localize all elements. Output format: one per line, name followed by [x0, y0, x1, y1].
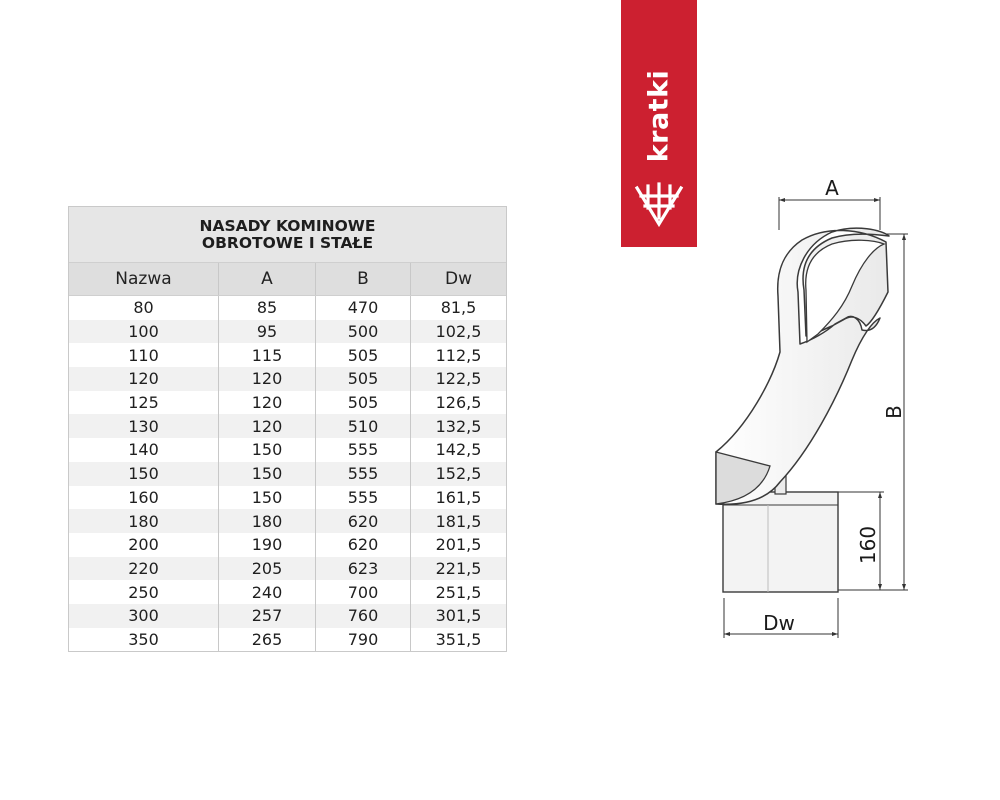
cell-a: 150: [219, 486, 316, 510]
dimension-a-label: A: [825, 176, 839, 200]
cell-dw: 132,5: [435, 416, 482, 436]
dimension-160-label: 160: [856, 525, 880, 565]
cell-b: 555: [316, 486, 411, 510]
cell-b: 555: [316, 438, 411, 462]
cell-a: 190: [219, 533, 316, 557]
cell-a: 120: [219, 414, 316, 438]
column-header-dw: Dw: [445, 269, 472, 289]
cell-b: 760: [316, 604, 411, 628]
cell-nazwa: 200: [69, 533, 219, 557]
column-header-a: A: [219, 263, 316, 295]
cell-nazwa: 220: [69, 557, 219, 581]
cell-nazwa: 180: [69, 509, 219, 533]
cell-a: 240: [219, 580, 316, 604]
cell-nazwa: 160: [69, 486, 219, 510]
cell-b: 505: [316, 391, 411, 415]
cell-a: 180: [219, 509, 316, 533]
cell-dw: 81,5: [440, 298, 477, 318]
cell-b: 623: [316, 557, 411, 581]
column-header-b: B: [316, 263, 411, 295]
table-title-line2: OBROTOWE I STAŁE: [201, 233, 374, 252]
cell-nazwa: 120: [69, 367, 219, 391]
cell-b: 620: [316, 509, 411, 533]
cell-nazwa: 350: [69, 628, 219, 652]
cell-b: 620: [316, 533, 411, 557]
cell-nazwa: 150: [69, 462, 219, 486]
table-title-line1: NASADY KOMINOWE: [199, 216, 376, 235]
cell-b: 505: [316, 367, 411, 391]
cell-dw: 201,5: [435, 535, 482, 555]
cell-a: 120: [219, 367, 316, 391]
column-header-nazwa: Nazwa: [69, 263, 219, 295]
cell-a: 95: [219, 320, 316, 344]
cell-dw: 102,5: [435, 322, 482, 342]
dimension-b-label: B: [882, 405, 906, 419]
cell-dw: 181,5: [435, 511, 482, 531]
cell-a: 205: [219, 557, 316, 581]
cell-nazwa: 130: [69, 414, 219, 438]
cell-nazwa: 140: [69, 438, 219, 462]
cell-nazwa: 110: [69, 343, 219, 367]
cell-nazwa: 300: [69, 604, 219, 628]
cell-b: 505: [316, 343, 411, 367]
cell-a: 85: [219, 296, 316, 320]
cell-dw: 142,5: [435, 440, 482, 460]
cell-dw: 161,5: [435, 487, 482, 507]
cell-nazwa: 250: [69, 580, 219, 604]
cell-nazwa: 125: [69, 391, 219, 415]
cell-dw: 301,5: [435, 606, 482, 626]
cell-b: 790: [316, 628, 411, 652]
cell-nazwa: 100: [69, 320, 219, 344]
brand-name: kratki: [643, 69, 675, 163]
cell-dw: 112,5: [435, 345, 482, 365]
cell-nazwa: 80: [69, 296, 219, 320]
cell-a: 150: [219, 462, 316, 486]
cell-a: 265: [219, 628, 316, 652]
cell-dw: 122,5: [435, 369, 482, 389]
dimension-dw-label: Dw: [763, 611, 795, 635]
cell-b: 470: [316, 296, 411, 320]
pipe-base: [723, 492, 838, 592]
cell-b: 510: [316, 414, 411, 438]
cell-b: 555: [316, 462, 411, 486]
cell-b: 500: [316, 320, 411, 344]
cell-a: 257: [219, 604, 316, 628]
cell-dw: 152,5: [435, 464, 482, 484]
cell-dw: 221,5: [435, 558, 482, 578]
cell-b: 700: [316, 580, 411, 604]
cell-a: 120: [219, 391, 316, 415]
cell-dw: 126,5: [435, 393, 482, 413]
cell-dw: 351,5: [435, 629, 482, 649]
cell-a: 150: [219, 438, 316, 462]
cell-a: 115: [219, 343, 316, 367]
cell-dw: 251,5: [435, 582, 482, 602]
